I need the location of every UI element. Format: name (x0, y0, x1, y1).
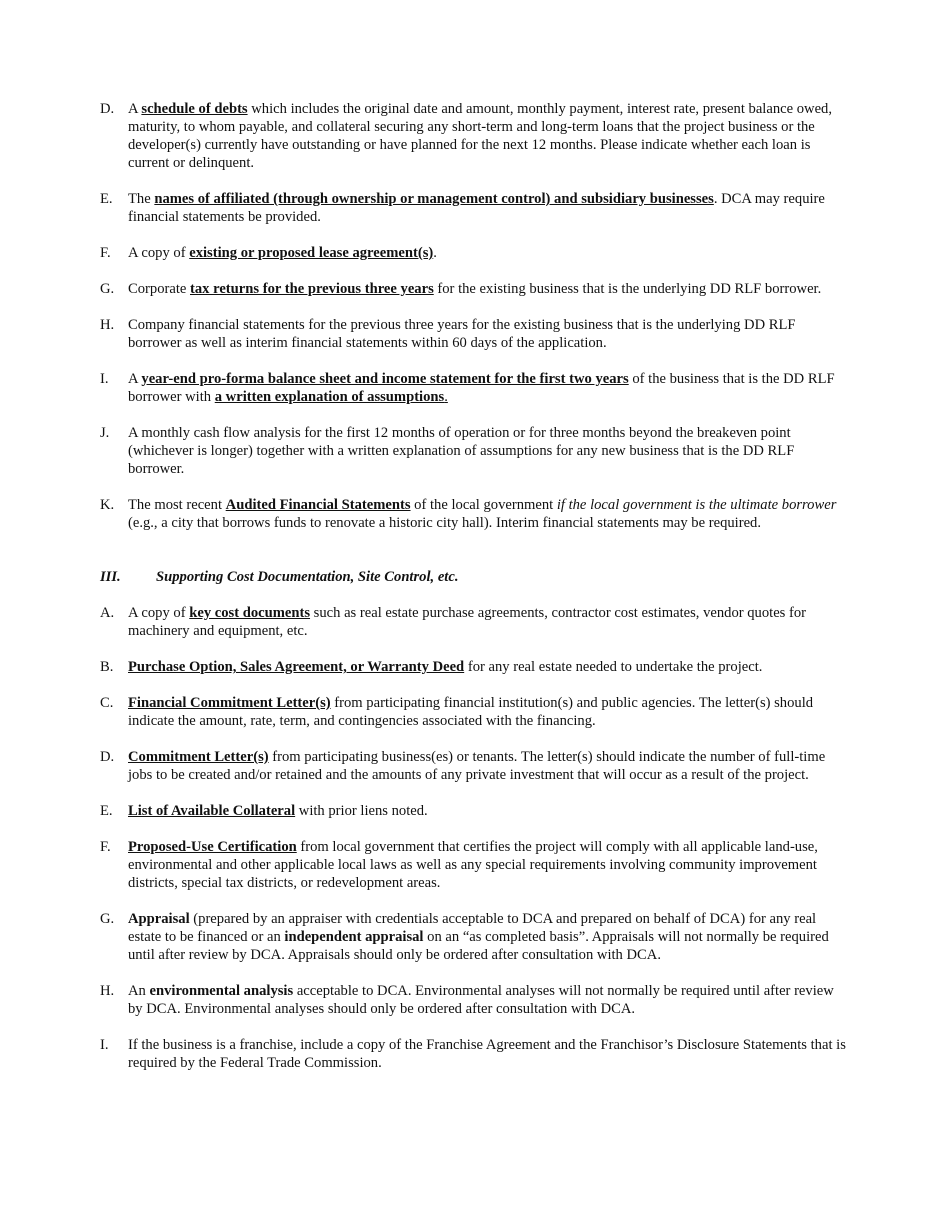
item-letter: J. (100, 425, 110, 441)
bold-term: Appraisal (128, 911, 190, 927)
list-item-environmental: H. An environmental analysis acceptable to DCA. Environmental analyses will not normally be required until after review by DCA. Environmental analyses should only be ordered after consultation with DCA. (100, 983, 834, 1017)
bold-term: environmental analysis (149, 983, 294, 999)
list-item-audited-statements: K. The most recent Audited Financial Statements of the local government if the local government is the ultimate borrower (e.g., a city that borrows funds to renovate a historic city hall). Interim financial statements may be required. (100, 497, 837, 531)
list-item-tax-returns: G. Corporate tax returns for the previous three years for the existing business that is the underlying DD RLF borrower. (100, 281, 822, 297)
list-item-affiliates: E. The names of affiliated (through ownership or management control) and subsidiary businesses. DCA may require financial statements be provided. (100, 191, 825, 225)
underlined-term: key cost documents (189, 605, 311, 621)
item-letter: I. (100, 1037, 109, 1053)
list-item-financial-commitment: C. Financial Commitment Letter(s) from participating financial institution(s) and public agencies. The letter(s) should indicate the amount, rate, term, and contingencies associated with the financing. (100, 695, 814, 729)
list-item-pro-forma: I. A year-end pro-forma balance sheet and income statement for the first two years of the business that is the DD RLF borrower with a written explanation of assumptions. (100, 371, 835, 405)
item-letter: H. (100, 983, 115, 999)
bold-term: independent appraisal (284, 929, 424, 945)
document-page (100, 100, 852, 1090)
underlined-term: tax returns for the previous three years (190, 281, 434, 297)
list-item-commitment-letters: D. Commitment Letter(s) from participating business(es) or tenants. The letter(s) should indicate the number of full-time jobs to be created and/or retained and the amounts of any private investment that will occur as a result of the project. (100, 749, 826, 783)
item-letter: E. (100, 191, 113, 207)
item-letter: I. (100, 371, 109, 387)
underlined-term: List of Available Collateral (128, 803, 296, 819)
list-item-collateral: E. List of Available Collateral with prior liens noted. (100, 803, 428, 819)
item-letter: B. (100, 659, 114, 675)
underlined-term: existing or proposed lease agreement(s) (189, 245, 434, 261)
section-number: III. (100, 569, 121, 585)
section-heading (100, 568, 852, 586)
underlined-term: Audited Financial Statements (225, 497, 411, 513)
item-letter: C. (100, 695, 114, 711)
section-title: Supporting Cost Documentation, Site Control, etc. (156, 569, 459, 585)
list-item-proposed-use: F. Proposed-Use Certification from local government that certifies the project will comply with all applicable land-use, environmental and other applicable local laws as well as any special requirements involving community improvement districts, special tax districts, or redevelopment areas. (100, 839, 818, 891)
item-letter: A. (100, 605, 115, 621)
item-letter: G. (100, 911, 115, 927)
item-letter: H. (100, 317, 115, 333)
list-item-purchase-option: B. Purchase Option, Sales Agreement, or Warranty Deed for any real estate needed to undertake the project. (100, 659, 763, 675)
underlined-term: Proposed-Use Certification (128, 839, 297, 855)
underlined-term: Purchase Option, Sales Agreement, or Warranty Deed (128, 659, 465, 675)
list-item-debts: D. A schedule of debts which includes the original date and amount, monthly payment, interest rate, present balance owed, maturity, to whom payable, and collateral securing any short-term and long-term loans that the project business or the developer(s) currently have outstanding or have planned for the next 12 months. Please indicate whether each loan is current or delinquent. (100, 101, 832, 171)
item-letter: D. (100, 101, 115, 117)
item-letter: K. (100, 497, 115, 513)
underlined-term: a written explanation of assumptions (214, 389, 445, 405)
item-letter: G. (100, 281, 115, 297)
underlined-term: Financial Commitment Letter(s) (128, 695, 331, 711)
list-item-cash-flow: J. A monthly cash flow analysis for the first 12 months of operation or for three months beyond the breakeven point (whichever is longer) together with a written explanation of assumptions for any new business that is the DD RLF borrower. (100, 425, 795, 477)
list-item-appraisal: G. Appraisal (prepared by an appraiser with credentials acceptable to DCA and prepared on behalf of DCA) for any real estate to be financed or an independent appraisal on an “as completed basis”. Appraisals will not normally be required until after review by DCA. Appraisals should only be ordered after consultation with DCA. (100, 911, 829, 963)
list-item-franchise: I. If the business is a franchise, include a copy of the Franchise Agreement and the Franchisor’s Disclosure Statements that is required by the Federal Trade Commission. (100, 1037, 846, 1071)
underlined-term: year-end pro-forma balance sheet and income statement for the first two years (141, 371, 629, 387)
item-letter: E. (100, 803, 113, 819)
item-letter: F. (100, 245, 111, 261)
list-item-financial-statements: H. Company financial statements for the previous three years for the existing business that is the underlying DD RLF borrower as well as interim financial statements within 60 days of the application. (100, 317, 796, 351)
underlined-term: Commitment Letter(s) (128, 749, 269, 765)
list-item-key-cost-documents: A. A copy of key cost documents such as real estate purchase agreements, contractor cost estimates, vendor quotes for machinery and equipment, etc. (100, 605, 807, 639)
item-letter: D. (100, 749, 115, 765)
item-letter: F. (100, 839, 111, 855)
underlined-term: schedule of debts (141, 101, 248, 117)
list-item-lease: F. A copy of existing or proposed lease agreement(s). (100, 245, 437, 261)
underlined-term: names of affiliated (through ownership or management control) and subsidiary businesses (154, 191, 714, 207)
